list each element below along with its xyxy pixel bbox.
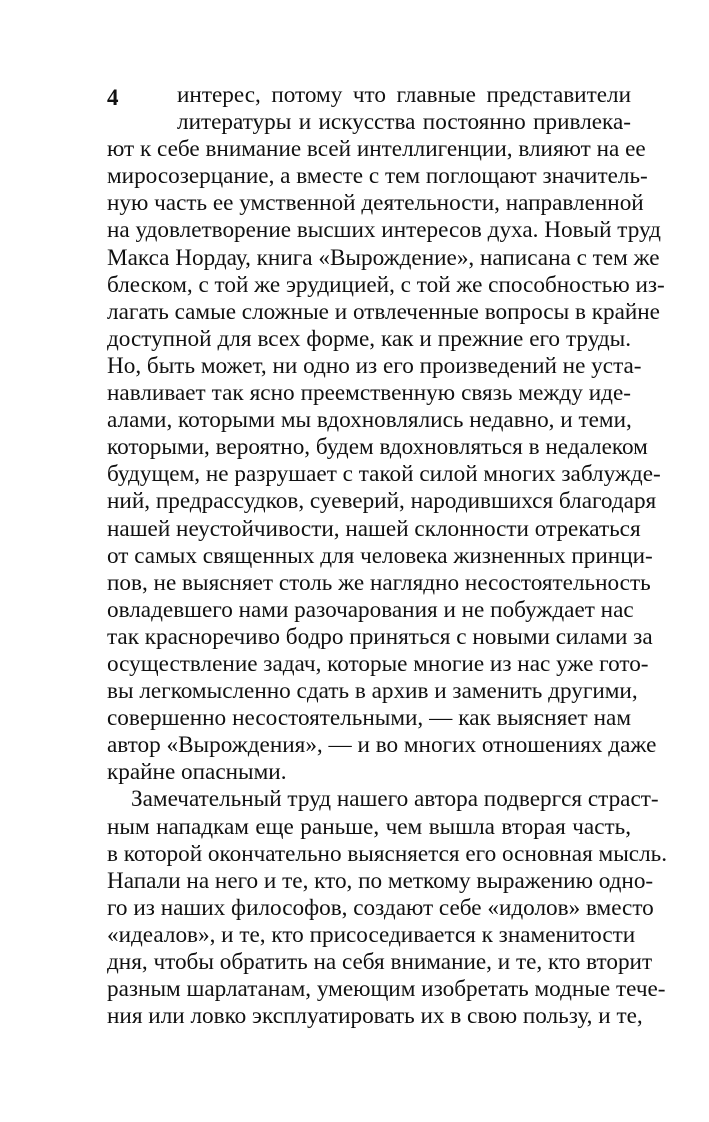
text-line: нашей неустойчивости, нашей склонности отрекаться	[107, 515, 641, 542]
text-line: доступной для всех форме, как и прежние его труды.	[107, 325, 631, 352]
text-line: крайне опасными.	[107, 759, 287, 786]
text-line: осуществление задач, которые многие из нас уже гото-	[107, 650, 649, 677]
text-line: алами, которыми мы вдохновлялись недавно, и теми,	[107, 407, 632, 434]
page-number: 4	[107, 85, 119, 110]
body-text	[107, 82, 668, 1030]
text-line: овладевшего нами разочарования и не побуждает нас	[107, 596, 634, 623]
text-line: «идеалов», и те, кто присоседивается к знаменитости	[107, 921, 636, 948]
text-line: Напали на него и те, кто, по меткому выражению одно-	[107, 867, 654, 894]
text-line: интерес, потому что главные представители	[177, 82, 631, 108]
paragraph-1	[107, 82, 665, 786]
text-line: на удовлетворение высших интересов духа. Новый труд	[107, 217, 661, 244]
text-line: пов, не выясняет столь же наглядно несостоятельность	[107, 569, 651, 596]
text-line: блеском, с той же эрудицией, с той же способностью из-	[107, 271, 665, 298]
text-line: литературы и искусства постоянно привлека-	[177, 109, 631, 136]
text-line: автор «Вырождения», — и во многих отношениях даже	[107, 732, 657, 759]
text-line: лагать самые сложные и отвлеченные вопросы в крайне	[107, 298, 660, 325]
text-line: го из наших философов, создают себе «идолов» вместо	[107, 894, 654, 921]
text-line: Замечательный труд нашего автора подвергся страст-	[131, 786, 659, 813]
text-line: ную часть ее умственной деятельности, направленной	[107, 190, 644, 217]
text-line: дня, чтобы обратить на себя внимание, и те, кто вторит	[107, 949, 653, 975]
text-line: навливает так ясно преемственную связь между иде-	[107, 380, 631, 407]
text-line: которыми, вероятно, будем вдохновляться в недалеком	[107, 434, 648, 461]
text-line: миросозерцание, а вместе с тем поглощают значитель-	[107, 163, 648, 190]
text-line: Макса Нордау, книга «Вырождение», написана с тем же	[107, 244, 660, 271]
text-line: вы легкомысленно сдать в архив и заменить другими,	[107, 678, 638, 705]
text-line: будущем, не разрушает с такой силой многих заблужде-	[107, 461, 661, 488]
text-line: от самых священных для человека жизненных принци-	[107, 542, 653, 569]
text-line: ют к себе внимание всей интеллигенции, влияют на ее	[107, 136, 646, 163]
text-line: ным нападкам еще раньше, чем вышла вторая часть,	[107, 813, 631, 840]
text-line: Но, быть может, ни одно из его произведений не уста-	[107, 352, 642, 379]
text-line: ний, предрассудков, суеверий, народившихся благодаря	[107, 488, 657, 515]
text-line: так красноречиво бодро приняться с новыми силами за	[107, 623, 653, 650]
paragraph-2	[107, 786, 668, 1030]
text-line: ния или ловко эксплуатировать их в свою пользу, и те,	[107, 1003, 643, 1030]
text-line: совершенно несостоятельными, — как выясняет нам	[107, 705, 631, 732]
text-line: в которой окончательно выясняется его основная мысль.	[107, 840, 668, 867]
text-line: разным шарлатанам, умеющим изобретать модные тече-	[107, 976, 666, 1003]
